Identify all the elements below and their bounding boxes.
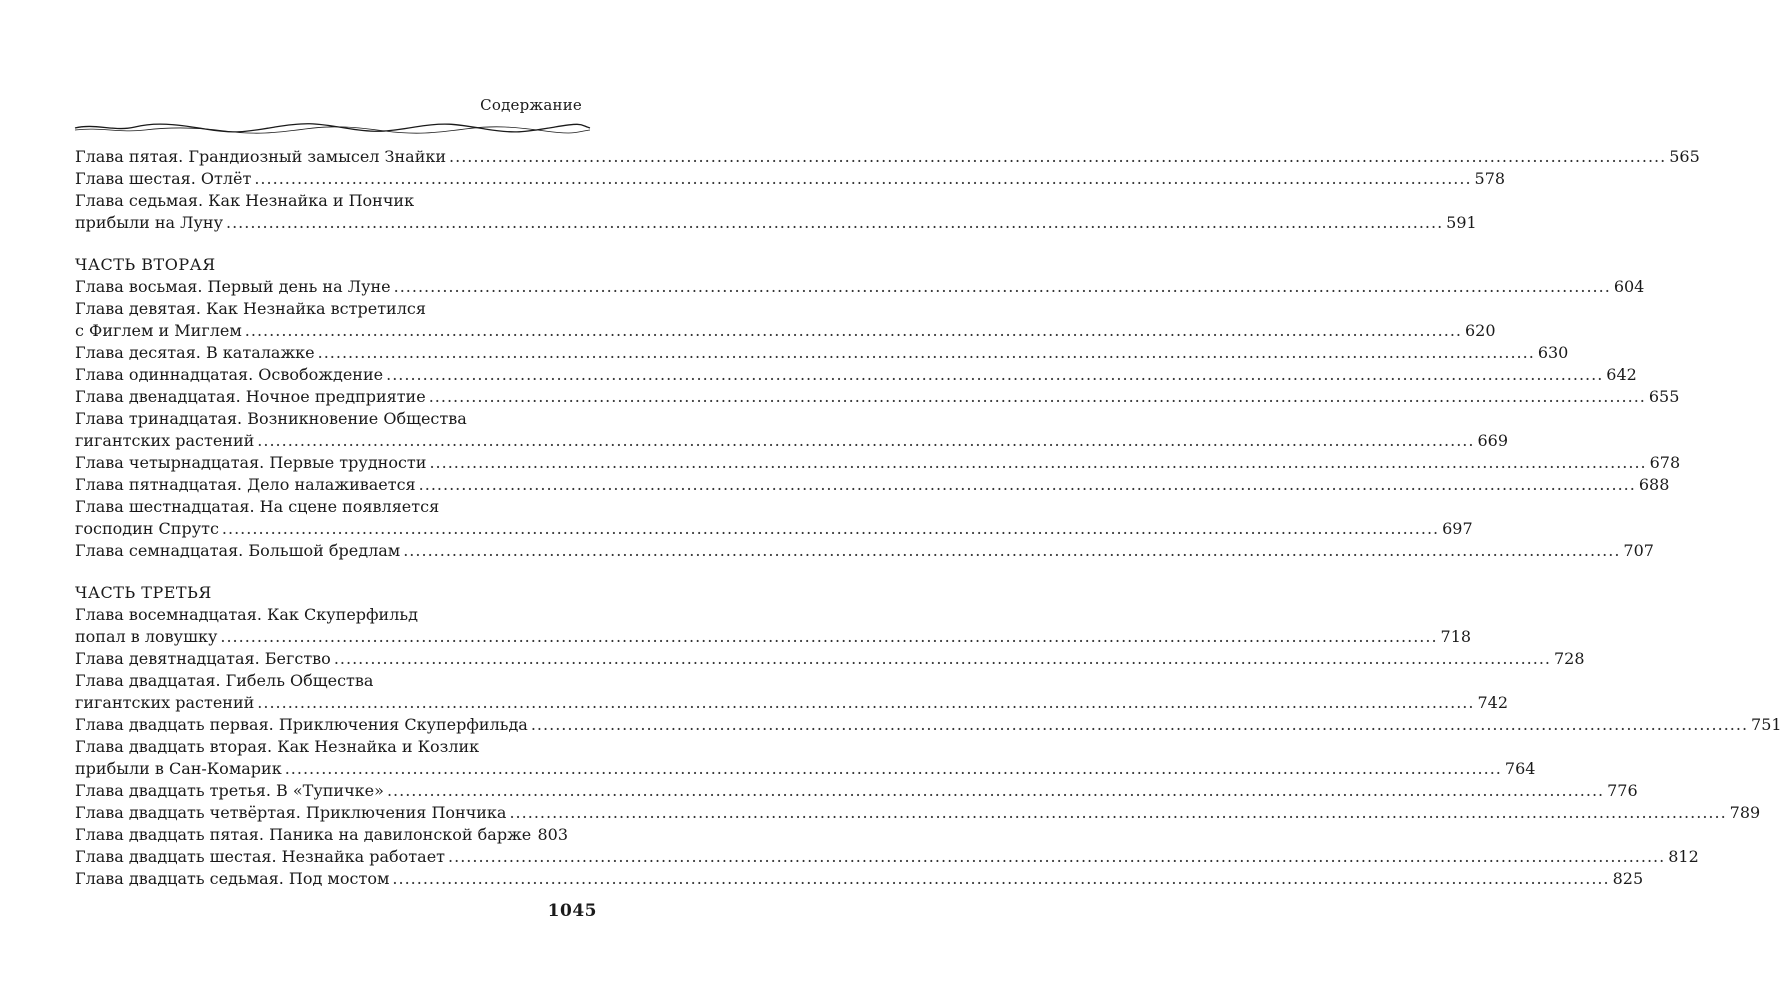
entry-page-number: 697 (1442, 519, 1473, 538)
dot-leader: ........................................................................................................................................................................................................ (429, 453, 1647, 472)
entry-last-line (75, 430, 1509, 452)
toc-entry[interactable] (75, 802, 1761, 824)
dot-leader: ........................................................................................................................................................................................................ (244, 321, 1462, 340)
entry-page-number: 707 (1623, 541, 1654, 560)
entry-title-line: Глава девятнадцатая. Бегство (75, 649, 331, 668)
entry-title-line: Глава двадцать третья. В «Тупичке» (75, 781, 384, 800)
toc-entry[interactable] (75, 452, 1681, 474)
entry-title-line: гигантских растений (75, 431, 255, 450)
dot-leader: ........................................................................................................................................................................................................ (509, 803, 1727, 822)
entry-page-number: 578 (1474, 169, 1506, 188)
entry-title-line: Глава семнадцатая. Большой бредлам (75, 541, 401, 560)
entry-title-line: Глава восьмая. Первый день на Луне (75, 277, 391, 296)
entry-title-line: Глава пятая. Грандиозный замысел Знайки (75, 147, 447, 166)
entry-last-line (75, 692, 1509, 714)
entry-page-number: 630 (1537, 343, 1569, 362)
entry-title-line: с Фиглем и Миглем (75, 321, 242, 340)
entry-last-line (75, 648, 1585, 670)
entry-page-number: 642 (1606, 365, 1637, 384)
wavy-rule (75, 120, 590, 136)
entry-title-line: прибыли в Сан-Комарик (75, 759, 282, 778)
entry-last-line (75, 364, 1637, 386)
dot-leader: ........................................................................................................................................................................................................ (393, 277, 1611, 296)
entry-page-number: 742 (1477, 693, 1509, 712)
entry-title-line: Глава тринадцатая. Возникновение Общества (75, 409, 467, 428)
dot-leader: ........................................................................................................................................................................................................ (448, 847, 1666, 866)
toc-entry[interactable] (75, 342, 1569, 364)
toc-entry[interactable] (75, 736, 1536, 780)
section-title: ЧАСТЬ ТРЕТЬЯ (75, 583, 212, 602)
entry-title-line: Глава одиннадцатая. Освобождение (75, 365, 384, 384)
table-of-contents (75, 146, 1782, 890)
entry-page-number: 825 (1612, 869, 1644, 888)
entry-page-number: 776 (1607, 781, 1638, 800)
entry-last-line (75, 846, 1699, 868)
toc-entry[interactable] (75, 714, 1782, 736)
entry-last-line (75, 474, 1670, 496)
section-title: ЧАСТЬ ВТОРАЯ (75, 255, 216, 274)
entry-last-line (75, 320, 1496, 342)
dot-leader: ........................................................................................................................................................................................................ (386, 365, 1604, 384)
entry-last-line (75, 168, 1506, 190)
dot-leader: ........................................................................................................................................................................................................ (284, 759, 1502, 778)
toc-entry[interactable] (75, 846, 1699, 868)
toc-entry[interactable] (75, 364, 1637, 386)
entry-title-line: Глава двадцать первая. Приключения Скуперфильда (75, 715, 528, 734)
entry-last-line (75, 146, 1700, 168)
entry-page-number: 655 (1648, 387, 1680, 406)
dot-leader: ........................................................................................................................................................................................................ (225, 213, 1444, 232)
entry-last-line (75, 758, 1536, 780)
entry-page-number: 728 (1554, 649, 1585, 668)
entry-last-line (75, 212, 1477, 234)
dot-leader: ........................................................................................................................................................................................................ (257, 431, 1475, 450)
toc-entry[interactable] (75, 168, 1506, 190)
entry-last-line (75, 386, 1680, 408)
entry-title-line: Глава восемнадцатая. Как Скуперфильд (75, 605, 418, 624)
entry-page-number: 789 (1729, 803, 1761, 822)
entry-page-number: 812 (1668, 847, 1699, 866)
entry-title-line: прибыли на Луну (75, 213, 223, 232)
entry-last-line (75, 802, 1761, 824)
toc-entry[interactable] (75, 648, 1585, 670)
entry-title-line: Глава двадцать седьмая. Под мостом (75, 869, 390, 888)
dot-leader: ........................................................................................................................................................................................................ (530, 715, 1749, 734)
entry-title-line: Глава двенадцатая. Ночное предприятие (75, 387, 426, 406)
section-gap (75, 234, 568, 254)
toc-entry[interactable] (75, 298, 1496, 342)
entry-last-line (75, 626, 1472, 648)
dot-leader: ........................................................................................................................................................................................................ (386, 781, 1605, 800)
entry-page-number: 803 (537, 825, 568, 844)
entry-title-line: Глава двадцатая. Гибель Общества (75, 671, 374, 690)
section-gap (75, 562, 568, 582)
entry-page-number: 751 (1751, 715, 1782, 734)
entry-page-number: 718 (1440, 627, 1472, 646)
entry-title-line: Глава десятая. В каталажке (75, 343, 315, 362)
entry-title-line: Глава двадцать вторая. Как Незнайка и Козлик (75, 737, 480, 756)
toc-entry[interactable] (75, 386, 1680, 408)
entry-page-number: 688 (1638, 475, 1670, 494)
toc-entry[interactable] (75, 540, 1654, 562)
page-number: 1045 (547, 901, 597, 921)
running-header: Содержание (480, 96, 582, 114)
entry-title-line: Глава двадцать шестая. Незнайка работает (75, 847, 446, 866)
entry-title-line: Глава девятая. Как Незнайка встретился (75, 299, 426, 318)
toc-entry[interactable] (75, 780, 1638, 802)
entry-page-number: 604 (1613, 277, 1645, 296)
toc-entry[interactable] (75, 604, 1472, 648)
toc-entry[interactable] (75, 146, 1700, 168)
entry-title-line: Глава шестнадцатая. На сцене появляется (75, 497, 440, 516)
dot-leader: ........................................................................................................................................................................................................ (392, 869, 1610, 888)
entry-title-line: Глава двадцать четвёртая. Приключения Пончика (75, 803, 507, 822)
entry-page-number: 620 (1464, 321, 1496, 340)
toc-entry[interactable] (75, 474, 1670, 496)
entry-title-line: попал в ловушку (75, 627, 218, 646)
entry-title-line: Глава пятнадцатая. Дело налаживается (75, 475, 416, 494)
dot-leader: ........................................................................................................................................................................................................ (418, 475, 1636, 494)
entry-page-number: 678 (1649, 453, 1681, 472)
toc-entry[interactable] (75, 276, 1645, 298)
dot-leader: ........................................................................................................................................................................................................ (221, 519, 1440, 538)
dot-leader: ........................................................................................................................................................................................................ (428, 387, 1646, 406)
entry-last-line (75, 276, 1645, 298)
entry-last-line (75, 518, 1473, 540)
dot-leader: ........................................................................................................................................................................................................ (403, 541, 1621, 560)
entry-page-number: 565 (1669, 147, 1700, 166)
entry-page-number: 669 (1477, 431, 1509, 450)
entry-page-number: 591 (1446, 213, 1477, 232)
entry-title-line: Глава седьмая. Как Незнайка и Пончик (75, 191, 415, 210)
entry-last-line (75, 540, 1654, 562)
toc-entry[interactable] (75, 670, 1509, 714)
entry-title-line: господин Спрутс (75, 519, 219, 538)
entry-last-line (75, 780, 1638, 802)
entry-last-line (75, 452, 1681, 474)
entry-title-line: Глава двадцать пятая. Паника на давилонской барже (75, 825, 532, 844)
toc-entry[interactable] (75, 496, 1473, 540)
entry-last-line (75, 342, 1569, 364)
dot-leader: ........................................................................................................................................................................................................ (333, 649, 1551, 668)
toc-entry[interactable] (75, 190, 1477, 234)
dot-leader: ........................................................................................................................................................................................................ (257, 693, 1475, 712)
entry-last-line (75, 868, 1644, 890)
entry-last-line (75, 714, 1782, 736)
entry-title-line: Глава шестая. Отлёт (75, 169, 252, 188)
dot-leader: ........................................................................................................................................................................................................ (254, 169, 1472, 188)
dot-leader: ........................................................................................................................................................................................................ (317, 343, 1535, 362)
dot-leader: ........................................................................................................................................................................................................ (220, 627, 1438, 646)
entry-title-line: гигантских растений (75, 693, 255, 712)
entry-page-number: 764 (1504, 759, 1536, 778)
toc-entry[interactable] (75, 868, 1644, 890)
entry-title-line: Глава четырнадцатая. Первые трудности (75, 453, 427, 472)
toc-entry[interactable] (75, 824, 568, 846)
toc-entry[interactable] (75, 408, 1509, 452)
entry-last-line (75, 824, 568, 846)
dot-leader: ........................................................................................................................................................................................................ (449, 147, 1667, 166)
